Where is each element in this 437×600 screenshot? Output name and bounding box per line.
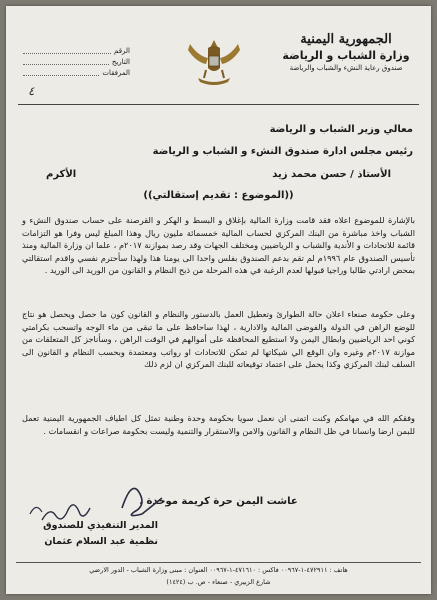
eagle-emblem-icon (184, 34, 244, 88)
addressee-name: الأستاذ / حسن محمد زيد (272, 169, 391, 180)
letterhead-ministry (271, 32, 421, 72)
footer-address: شارع الزبيري - صنعاء - ص. ب (١٤٢٤) (166, 578, 271, 586)
attachments-label: المرفقات (102, 69, 130, 77)
body-paragraph-1: بالإشارة للموضوع اعلاه فقد قامت وزارة المالية بإغلاق و البسط و الهكر و القرصنة على حساب صندوق النشء و الشباب واخذ مباشرة من البنك المركزي لحساب المالية خمسمائة مليون ريال وهذا المبلغ ليس وفرا هو التزامات قائمة للاتحادات و الأندية والشباب و الرياضيين ومختلف الجهات وقد رصد بموازنة ٢٠١٧م ، علما ان وزارة المالية ومنذ تأسيس الصندوق عام ١٩٩٦م لم تقم بدعم الصندوق بفلس واحدا الى يومنا هذا ولهذا سأحترم نفسي واقدم استقالتي بمحض ارادتي طالبا وراجيا قبولها لعدم الرغبة في هذه المرحلة من ذبح النظام و القانون من الوريد الى الوريد . (22, 215, 415, 275)
ref-label: الرقم (114, 47, 130, 55)
date-label: التاريخ (111, 58, 130, 66)
signatory-title: المدير التنفيذي للصندوق (43, 520, 158, 531)
letter-subject: ((الموضوع : تقديم إستقالتي)) (143, 190, 294, 201)
closing-line: عاشت اليمن حرة كريمة موحدة . (139, 496, 298, 507)
letterhead-ministry-name: وزارة الشباب و الرياضة (282, 49, 410, 62)
addressee-board-chair: رئيس مجلس ادارة صندوق النشء و الشباب و الرياضة (152, 146, 413, 157)
body-paragraph-2: وعلى حكومة صنعاء اعلان حالة الطوارئ وتعطيل العمل بالدستور والنظام و القانون كون ما حصل ويحصل هو نتاج للوضع الراهن في الدولة والفوضى المالية والادارية ، لهذا ساحافظ على ما تبقى من ماء الوجه واتسحب بكرامتي كوني احد الرياضيين وابطال اليمن ولا استطيع المحافظة على أموالهم في الوقت الراهن ، وسأناجز كل المتعلقات من موازنة ٢٠١٧م وغيره وان الوقع الي شيكاتها لم تمكن للاتحادات او رواتب ومعتمدة وبحسب النظام و القانون الى السلف لبنك المركزي وكذا يحمل على اعتماد توقيعاته للبنك المركزي ان لزم ذلك (22, 309, 415, 369)
footer-contact: هاتف : ٤٧٢٩١١-١-٠٠٩٦٧ فاكس : ٤٧١٦١٠-١-٠٠٩٦٧ العنوان : مبنى وزارة الشباب - الدور الارضي (89, 566, 348, 574)
signature-block (28, 518, 158, 550)
signatory-name: نظمية عبد السلام عثمان (44, 536, 158, 547)
body-paragraph-3: وفقكم الله في مهامكم وكنت اتمنى ان نعمل سويا بحكومة وحدة وطنية تمثل كل اطياف الجمهورية اليمنية تعمل للبمن ارضا وانسانا في ظل النظام و القانون والامن والاستقرار والتنمية وليست بحكومة صراعات و انقسامات . (22, 413, 415, 436)
footer-divider (16, 562, 421, 563)
addressee-minister: معالي وزير الشباب و الرياضة (269, 124, 413, 135)
letterhead-fund-name: صندوق رعاية النشء والشباب والرياضة (289, 64, 403, 72)
reference-block (20, 46, 130, 79)
addressee-honorific: الأكرم (46, 169, 77, 180)
letter-page (6, 6, 431, 594)
letterhead-republic: الجمهورية اليمنية (300, 32, 392, 47)
header-divider (18, 104, 419, 105)
handwritten-number: ٤ (28, 84, 35, 98)
